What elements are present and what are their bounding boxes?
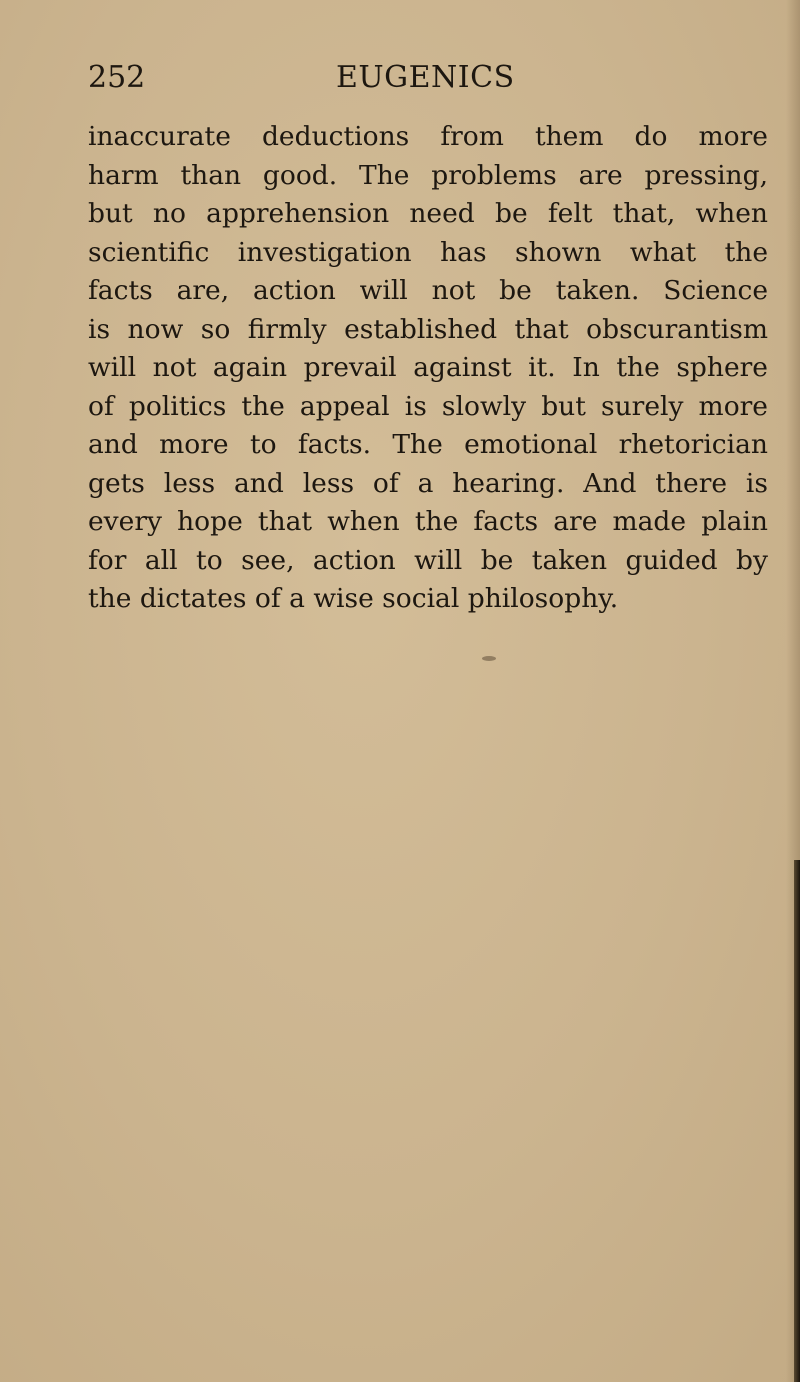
book-spine-edge (794, 860, 800, 1382)
text-line: of politics the appeal is slowly but surely more (88, 390, 768, 422)
text-line: inaccurate deductions from them do more (88, 121, 768, 152)
body-paragraph (88, 118, 768, 619)
text-line: for all to see, action will be taken guided by (88, 544, 768, 576)
text-line: gets less and less of a hearing. And there is (88, 467, 768, 499)
text-line: every hope that when the facts are made plain (88, 506, 768, 537)
text-line: is now so firmly established that obscurantism (88, 313, 768, 345)
paper-speck (482, 656, 496, 661)
page-number: 252 (88, 60, 146, 95)
page-header (88, 58, 728, 98)
text-line: harm than good. The problems are pressing, (88, 159, 768, 191)
text-line: facts are, action will not be taken. Science (88, 275, 768, 306)
text-line: the dictates of a wise social philosophy. (88, 583, 619, 614)
running-title: EUGENICS (336, 60, 515, 95)
text-line: will not again prevail against it. In the sphere (88, 352, 768, 383)
text-line: scientific investigation has shown what the (88, 236, 768, 268)
text-line: and more to facts. The emotional rhetorician (88, 429, 768, 460)
text-line: but no apprehension need be felt that, when (88, 198, 768, 229)
